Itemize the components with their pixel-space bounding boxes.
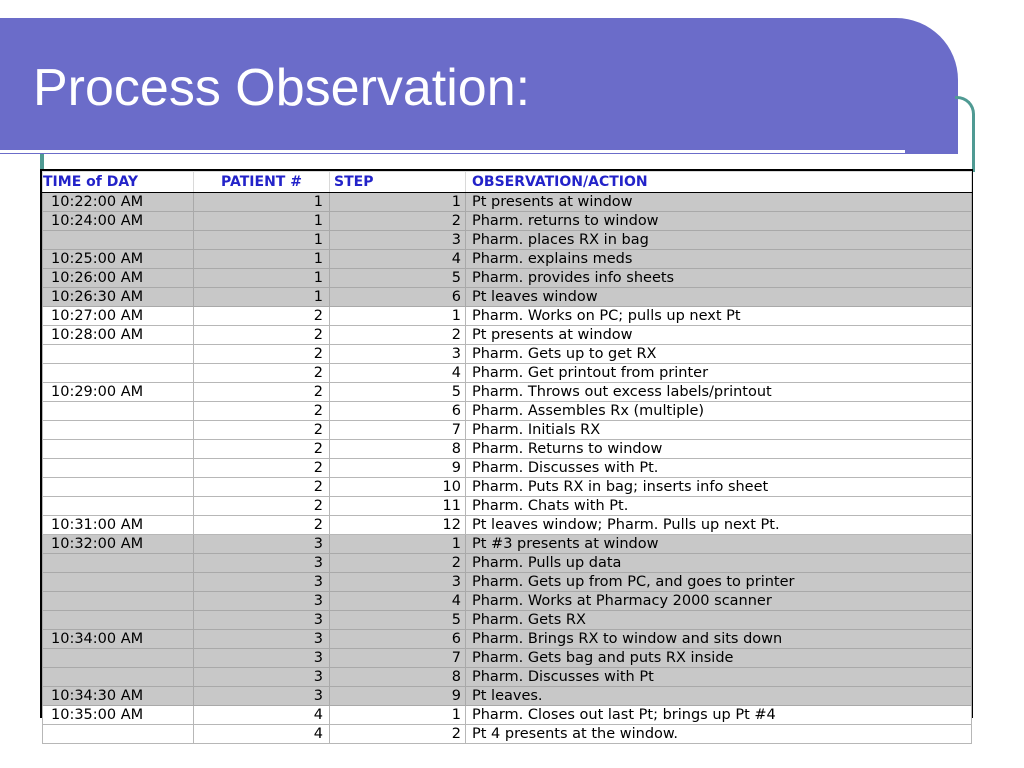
- observation-cell: Pharm. Closes out last Pt; brings up Pt #4: [466, 706, 972, 725]
- observation-cell: Pt #3 presents at window: [466, 535, 972, 554]
- observation-table: [40, 169, 973, 742]
- time-cell: 10:35:00 AM: [43, 706, 194, 725]
- step-cell: 2: [330, 554, 466, 573]
- step-cell: 5: [330, 269, 466, 288]
- patient-cell: 2: [194, 440, 330, 459]
- observation-cell: Pharm. Get printout from printer: [466, 364, 972, 383]
- step-cell: 4: [330, 592, 466, 611]
- observation-cell: Pharm. Returns to window: [466, 440, 972, 459]
- observation-cell: Pharm. Chats with Pt.: [466, 497, 972, 516]
- time-cell: 10:28:00 AM: [43, 326, 194, 345]
- table-row: [43, 687, 972, 706]
- table-row: [43, 649, 972, 668]
- time-cell: 10:29:00 AM: [43, 383, 194, 402]
- observation-cell: Pharm. Throws out excess labels/printout: [466, 383, 972, 402]
- observation-cell: Pt leaves.: [466, 687, 972, 706]
- time-cell: [43, 611, 194, 630]
- time-cell: [43, 364, 194, 383]
- time-cell: 10:27:00 AM: [43, 307, 194, 326]
- table-row: [43, 725, 972, 744]
- table-row: [43, 383, 972, 402]
- patient-cell: 3: [194, 668, 330, 687]
- step-cell: 1: [330, 706, 466, 725]
- step-cell: 1: [330, 193, 466, 212]
- time-cell: [43, 573, 194, 592]
- patient-cell: 2: [194, 497, 330, 516]
- time-cell: [43, 459, 194, 478]
- patient-cell: 2: [194, 402, 330, 421]
- patient-cell: 1: [194, 212, 330, 231]
- observation-cell: Pharm. Gets up to get RX: [466, 345, 972, 364]
- observation-cell: Pharm. returns to window: [466, 212, 972, 231]
- table-row: [43, 516, 972, 535]
- time-cell: [43, 345, 194, 364]
- table-row: [43, 402, 972, 421]
- title-bar: [0, 18, 958, 154]
- table-row: [43, 193, 972, 212]
- table-row: [43, 630, 972, 649]
- observation-cell: Pharm. Discusses with Pt.: [466, 459, 972, 478]
- decorative-frame-right: [955, 96, 975, 172]
- step-cell: 7: [330, 421, 466, 440]
- table-row: [43, 440, 972, 459]
- table-row: [43, 364, 972, 383]
- header-observation-action: OBSERVATION/ACTION: [466, 172, 972, 193]
- patient-cell: 2: [194, 421, 330, 440]
- table-row: [43, 592, 972, 611]
- slide-title: Process Observation:: [33, 59, 531, 117]
- time-cell: [43, 497, 194, 516]
- step-cell: 2: [330, 212, 466, 231]
- patient-cell: 3: [194, 687, 330, 706]
- step-cell: 10: [330, 478, 466, 497]
- table-row: [43, 231, 972, 250]
- table-header-row: [43, 172, 972, 193]
- table-row: [43, 611, 972, 630]
- observation-cell: Pharm. provides info sheets: [466, 269, 972, 288]
- patient-cell: 2: [194, 383, 330, 402]
- table-row: [43, 573, 972, 592]
- step-cell: 9: [330, 687, 466, 706]
- time-cell: 10:26:30 AM: [43, 288, 194, 307]
- step-cell: 5: [330, 383, 466, 402]
- step-cell: 5: [330, 611, 466, 630]
- table-row: [43, 288, 972, 307]
- patient-cell: 1: [194, 288, 330, 307]
- observation-cell: Pharm. Brings RX to window and sits down: [466, 630, 972, 649]
- observation-cell: Pharm. Initials RX: [466, 421, 972, 440]
- step-cell: 9: [330, 459, 466, 478]
- patient-cell: 3: [194, 535, 330, 554]
- patient-cell: 3: [194, 573, 330, 592]
- time-cell: [43, 649, 194, 668]
- step-cell: 3: [330, 345, 466, 364]
- observation-cell: Pharm. Gets bag and puts RX inside: [466, 649, 972, 668]
- patient-cell: 2: [194, 326, 330, 345]
- patient-cell: 1: [194, 269, 330, 288]
- time-cell: [43, 668, 194, 687]
- time-cell: 10:34:30 AM: [43, 687, 194, 706]
- table-row: [43, 554, 972, 573]
- table-row: [43, 269, 972, 288]
- table-row: [43, 421, 972, 440]
- table-row: [43, 535, 972, 554]
- patient-cell: 2: [194, 459, 330, 478]
- observation-cell: Pharm. Gets up from PC, and goes to printer: [466, 573, 972, 592]
- table-body: [43, 193, 972, 744]
- time-cell: 10:34:00 AM: [43, 630, 194, 649]
- step-cell: 1: [330, 535, 466, 554]
- time-cell: [43, 440, 194, 459]
- patient-cell: 2: [194, 516, 330, 535]
- observation-cell: Pt presents at window: [466, 326, 972, 345]
- patient-cell: 4: [194, 706, 330, 725]
- table-row: [43, 459, 972, 478]
- patient-cell: 3: [194, 611, 330, 630]
- header-step: STEP: [330, 172, 466, 193]
- time-cell: [43, 478, 194, 497]
- patient-cell: 1: [194, 193, 330, 212]
- time-cell: [43, 231, 194, 250]
- table-row: [43, 478, 972, 497]
- observation-cell: Pt leaves window; Pharm. Pulls up next Pt.: [466, 516, 972, 535]
- step-cell: 6: [330, 288, 466, 307]
- observation-cell: Pt leaves window: [466, 288, 972, 307]
- step-cell: 12: [330, 516, 466, 535]
- patient-cell: 2: [194, 307, 330, 326]
- observation-cell: Pt 4 presents at the window.: [466, 725, 972, 744]
- time-cell: [43, 402, 194, 421]
- header-time-of-day: TIME of DAY: [43, 172, 194, 193]
- time-cell: [43, 725, 194, 744]
- observation-cell: Pharm. Discusses with Pt: [466, 668, 972, 687]
- patient-cell: 4: [194, 725, 330, 744]
- table-row: [43, 706, 972, 725]
- observation-cell: Pharm. Puts RX in bag; inserts info sheet: [466, 478, 972, 497]
- step-cell: 4: [330, 250, 466, 269]
- time-cell: [43, 592, 194, 611]
- table-row: [43, 326, 972, 345]
- observation-cell: Pharm. Works on PC; pulls up next Pt: [466, 307, 972, 326]
- step-cell: 8: [330, 440, 466, 459]
- patient-cell: 3: [194, 592, 330, 611]
- step-cell: 3: [330, 573, 466, 592]
- time-cell: 10:24:00 AM: [43, 212, 194, 231]
- patient-cell: 3: [194, 554, 330, 573]
- table-row: [43, 345, 972, 364]
- observation-cell: Pharm. Assembles Rx (multiple): [466, 402, 972, 421]
- step-cell: 4: [330, 364, 466, 383]
- patient-cell: 2: [194, 345, 330, 364]
- time-cell: 10:25:00 AM: [43, 250, 194, 269]
- table-row: [43, 250, 972, 269]
- table-row: [43, 668, 972, 687]
- step-cell: 8: [330, 668, 466, 687]
- observation-cell: Pharm. Works at Pharmacy 2000 scanner: [466, 592, 972, 611]
- observation-cell: Pt presents at window: [466, 193, 972, 212]
- table-row: [43, 307, 972, 326]
- patient-cell: 2: [194, 478, 330, 497]
- title-underline: [0, 150, 905, 153]
- step-cell: 2: [330, 326, 466, 345]
- observation-cell: Pharm. Pulls up data: [466, 554, 972, 573]
- time-cell: 10:31:00 AM: [43, 516, 194, 535]
- patient-cell: 2: [194, 364, 330, 383]
- time-cell: [43, 554, 194, 573]
- step-cell: 6: [330, 630, 466, 649]
- patient-cell: 3: [194, 630, 330, 649]
- step-cell: 1: [330, 307, 466, 326]
- step-cell: 3: [330, 231, 466, 250]
- table-row: [43, 497, 972, 516]
- table-row: [43, 212, 972, 231]
- time-cell: 10:32:00 AM: [43, 535, 194, 554]
- patient-cell: 1: [194, 250, 330, 269]
- step-cell: 11: [330, 497, 466, 516]
- patient-cell: 3: [194, 649, 330, 668]
- observation-cell: Pharm. places RX in bag: [466, 231, 972, 250]
- time-cell: [43, 421, 194, 440]
- step-cell: 2: [330, 725, 466, 744]
- observation-cell: Pharm. explains meds: [466, 250, 972, 269]
- patient-cell: 1: [194, 231, 330, 250]
- time-cell: 10:26:00 AM: [43, 269, 194, 288]
- step-cell: 7: [330, 649, 466, 668]
- observation-cell: Pharm. Gets RX: [466, 611, 972, 630]
- header-patient-number: PATIENT #: [194, 172, 330, 193]
- step-cell: 6: [330, 402, 466, 421]
- decorative-frame-left: [40, 154, 44, 170]
- time-cell: 10:22:00 AM: [43, 193, 194, 212]
